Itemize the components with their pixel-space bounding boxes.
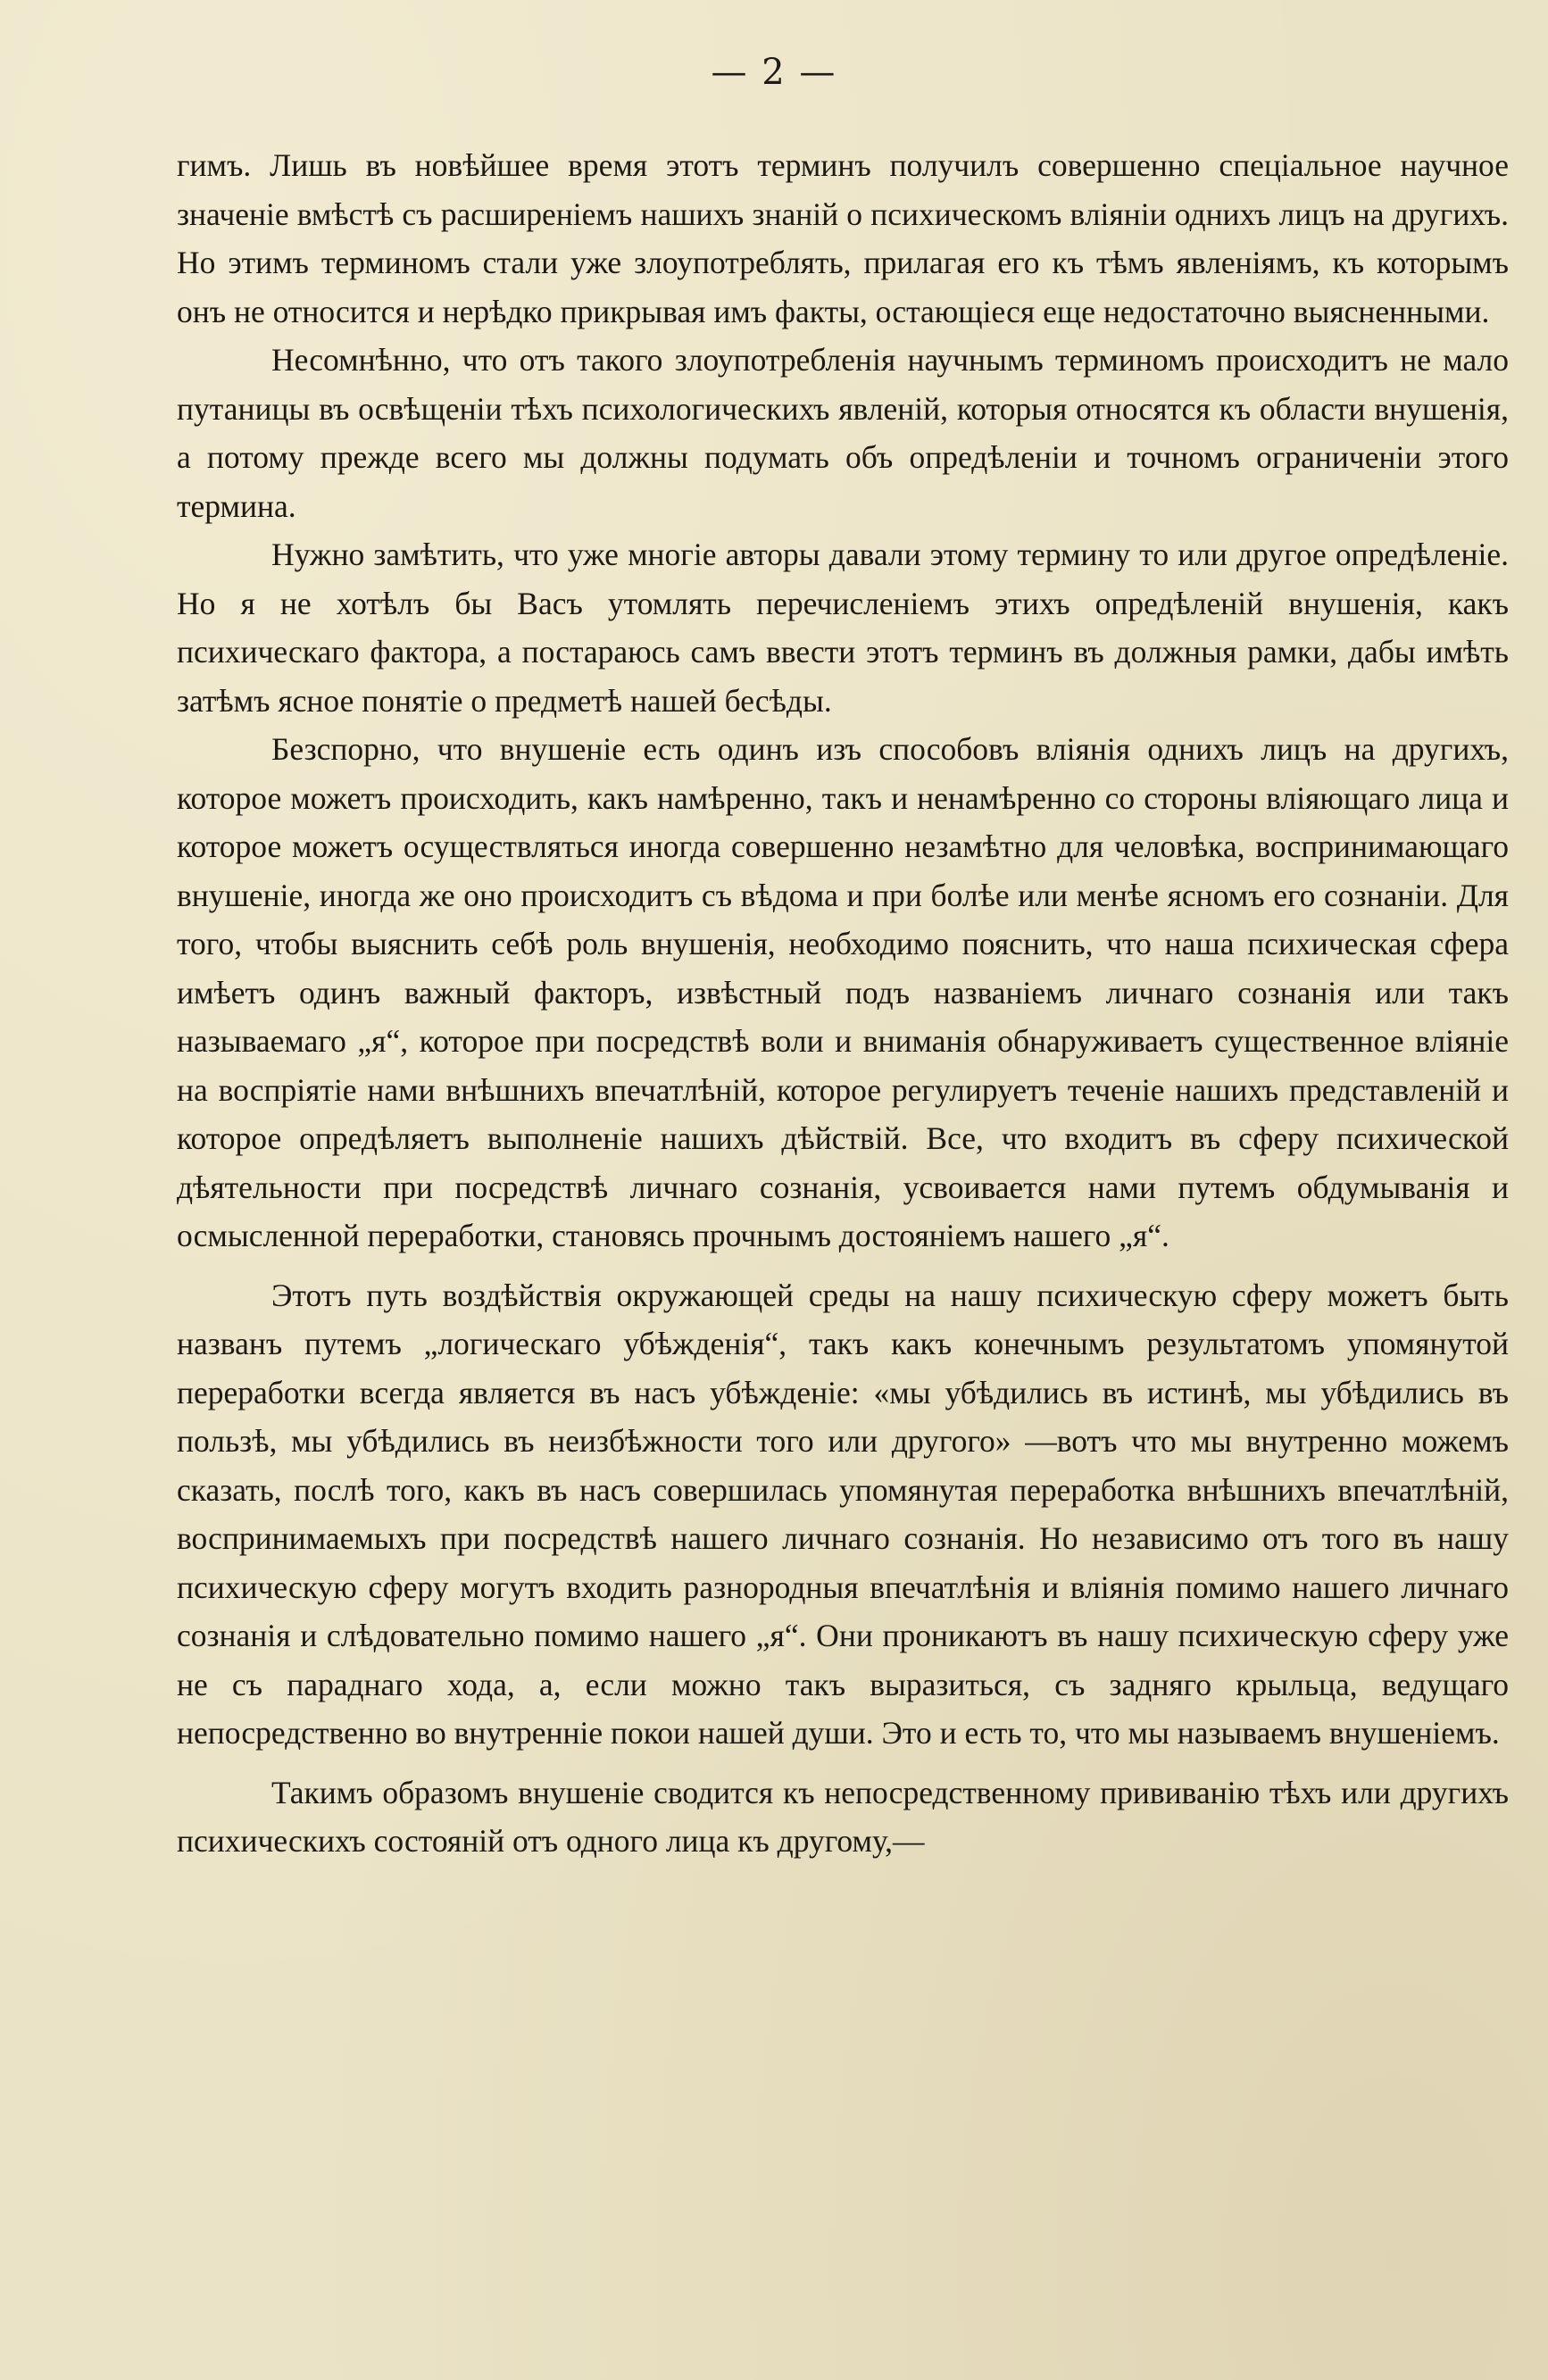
paragraph-3: Нужно замѣтить, что уже многіе авторы давали этому термину то или другое опредѣленіе. Но я не хотѣлъ бы Васъ утомлять перечисленіемъ этихъ опредѣленій внушенія, какъ психическаго фактора, а постараюсь самъ ввести этотъ терминъ въ должныя рамки, дабы имѣть затѣмъ ясное понятіе о предметѣ нашей бесѣды.: [177, 537, 1509, 719]
paragraph-5: Этотъ путь воздѣйствія окружающей среды на нашу психическую сферу можетъ быть названъ путемъ „логическаго убѣжденія“, такъ какъ конечнымъ результатомъ упомянутой переработки всегда является въ насъ убѣжденіе: «мы убѣдились въ истинѣ, мы убѣдились въ пользѣ, мы убѣдились въ неизбѣжности того или другого» —вотъ что мы внутренно можемъ сказать, послѣ того, какъ въ насъ совершилась упомянутая переработка внѣшнихъ впечатлѣній, воспринимаемыхъ при посредствѣ нашего личнаго сознанія. Но независимо отъ того въ нашу психическую сферу могутъ входить разнородныя впечатлѣнія и вліянія помимо нашего личнаго сознанія и слѣдовательно помимо нашего „я“. Они проникаютъ въ нашу психическую сферу уже не съ параднаго хода, а, если можно такъ выразиться, съ задняго крыльца, ведущаго непосредственно во внутренніе покои нашей души. Это и есть то, что мы называемъ внушеніемъ.: [177, 1277, 1509, 1751]
paragraph-6: Такимъ образомъ внушеніе сводится къ непосредственному прививанію тѣхъ или другихъ психическихъ состояній отъ одного лица къ другому,—: [177, 1774, 1509, 1859]
body-text: [177, 141, 1509, 1866]
page-number: — 2 —: [711, 52, 837, 93]
paragraph-2: Несомнѣнно, что отъ такого злоупотребленія научнымъ терминомъ происходитъ не мало путаницы въ освѣщеніи тѣхъ психологическихъ явленій, которыя относятся къ области внушенія, а потому прежде всего мы должны подумать объ опредѣленіи и точномъ ограниченіи этого термина.: [177, 342, 1509, 524]
paragraph-1: гимъ. Лишь въ новѣйшее время этотъ терминъ получилъ совершенно спеціальное научное значеніе вмѣстѣ съ расширеніемъ нашихъ знаній о психическомъ вліяніи однихъ лицъ на другихъ. Но этимъ терминомъ стали уже злоупотреблять, прилагая его къ тѣмъ явленіямъ, къ которымъ онъ не относится и нерѣдко прикрывая имъ факты, остающіеся еще недостаточно выясненными.: [177, 147, 1509, 329]
paragraph-4: Безспорно, что внушеніе есть одинъ изъ способовъ вліянія однихъ лицъ на другихъ, которое можетъ происходить, какъ намѣренно, такъ и ненамѣренно со стороны вліяющаго лица и которое можетъ осуществляться иногда совершенно незамѣтно для человѣка, воспринимающаго внушеніе, иногда же оно происходитъ съ вѣдома и при болѣе или менѣе ясномъ его сознаніи. Для того, чтобы выяснить себѣ роль внушенія, необходимо пояснить, что наша психическая сфера имѣетъ одинъ важный факторъ, извѣстный подъ названіемъ личнаго сознанія или такъ называемаго „я“, которое при посредствѣ воли и вниманія обнаруживаетъ существенное вліяніе на воспріятіе нами внѣшнихъ впечатлѣній, которое регулируетъ теченіе нашихъ представленій и которое опредѣляетъ выполненіе нашихъ дѣйствій. Все, что входитъ въ сферу психической дѣятельности при посредствѣ личнаго сознанія, усвоивается нами путемъ обдумыванія и осмысленной переработки, становясь прочнымъ достояніемъ нашего „я“.: [177, 731, 1509, 1253]
